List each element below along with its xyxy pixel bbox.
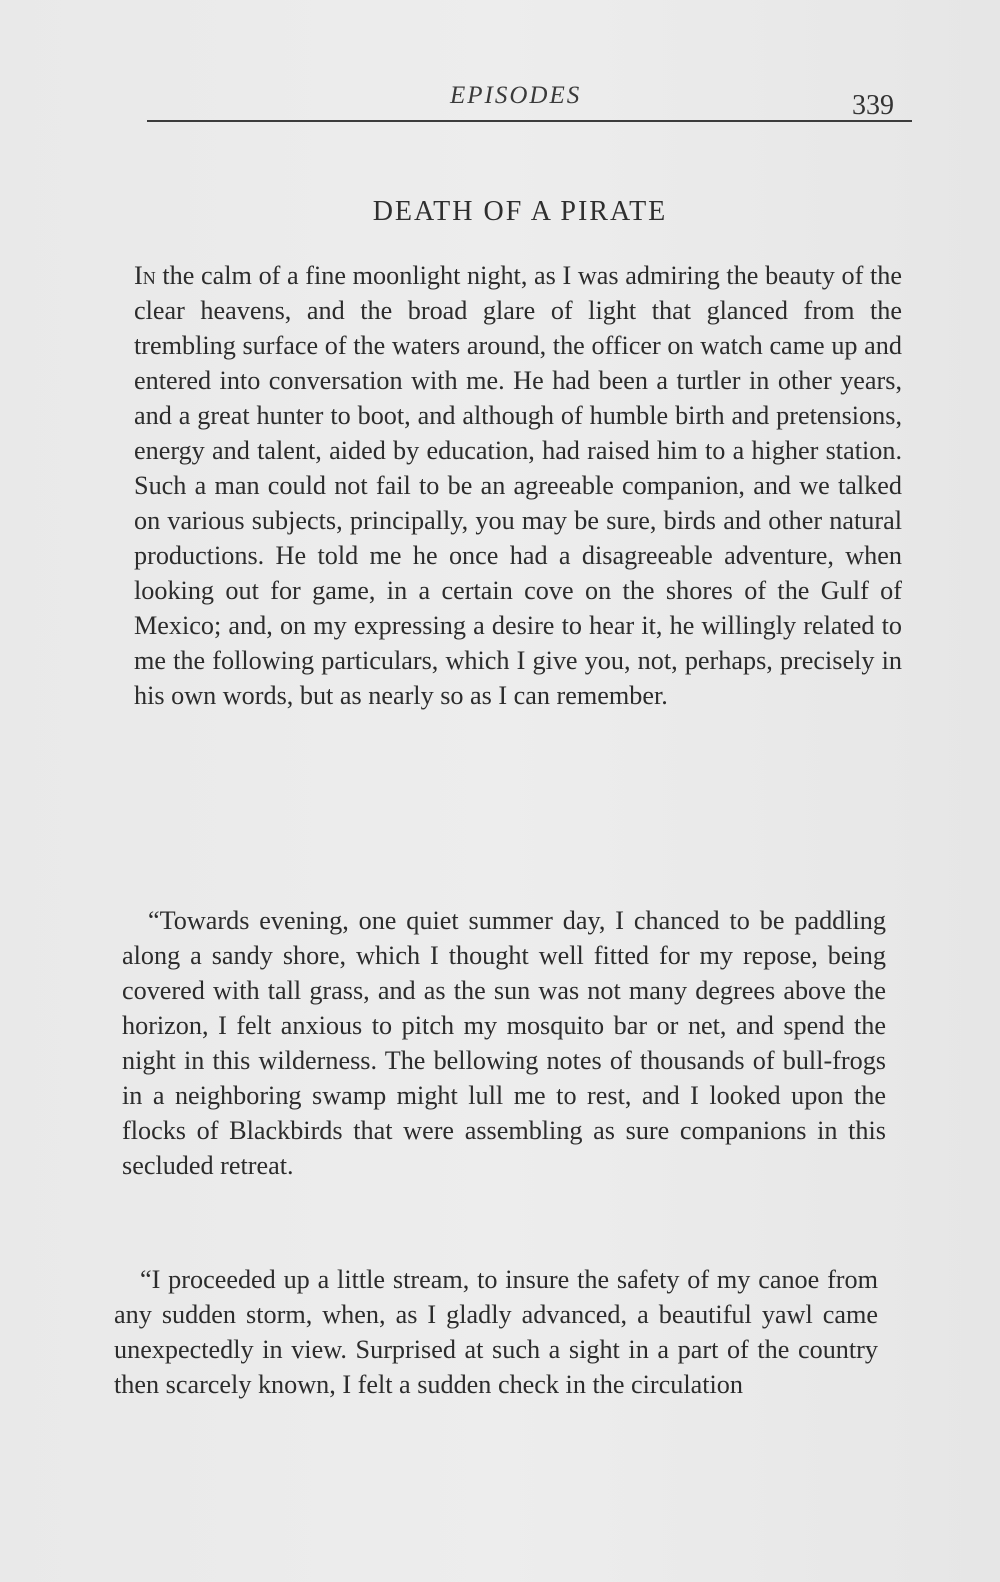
paragraph-block-2 bbox=[122, 903, 886, 1183]
running-head bbox=[0, 78, 1000, 138]
running-title: EPISODES bbox=[450, 82, 582, 109]
page-number: 339 bbox=[852, 90, 894, 121]
paragraph-1 bbox=[134, 258, 902, 713]
opening-word: In bbox=[134, 261, 156, 290]
paragraph-1-text: the calm of a fine moonlight night, as I was admiring the beauty of the clear heavens, and the broad glare of light that glanced from the trembling surface of the waters around, the officer on watch came up and entered into conversation with me. He had been a turtler in other years, and a great hunter to boot, and although of humble birth and pretensions, energy and talent, aided by education, had raised him to a higher station. Such a man could not fail to be an agreeable companion, and we talked on various subjects, principally, you may be sure, birds and other natural productions. He told me he once had a disagreeable adventure, when looking out for game, in a certain cove on the shores of the Gulf of Mexico; and, on my expressing a desire to hear it, he willingly related to me the following particulars, which I give you, not, perhaps, precisely in his own words, but as nearly so as I can remember. bbox=[134, 261, 902, 710]
paragraph-3: “I proceeded up a little stream, to insure the safety of my canoe from any sudden storm, when, as I gladly advanced, a beautiful yawl came unexpectedly in view. Surprised at such a sight in a part of the country then scarcely known, I felt a sudden check in the circulation bbox=[114, 1265, 878, 1399]
chapter-title: DEATH OF A PIRATE bbox=[372, 196, 668, 227]
paragraph-block-1 bbox=[134, 258, 902, 713]
paragraph-2: “Towards evening, one quiet summer day, I chanced to be paddling along a sandy shore, which I thought well fitted for my repose, being covered with tall grass, and as the sun was not many degrees above the horizon, I felt anxious to pitch my mosquito bar or net, and spend the night in this wilderness. The bellowing notes of thousands of bull-frogs in a neighboring swamp might lull me to rest, and I looked upon the flocks of Blackbirds that were assembling as sure companions in this secluded retreat. bbox=[122, 906, 886, 1180]
paragraph-block-3 bbox=[114, 1262, 878, 1402]
header-rule bbox=[147, 120, 912, 122]
